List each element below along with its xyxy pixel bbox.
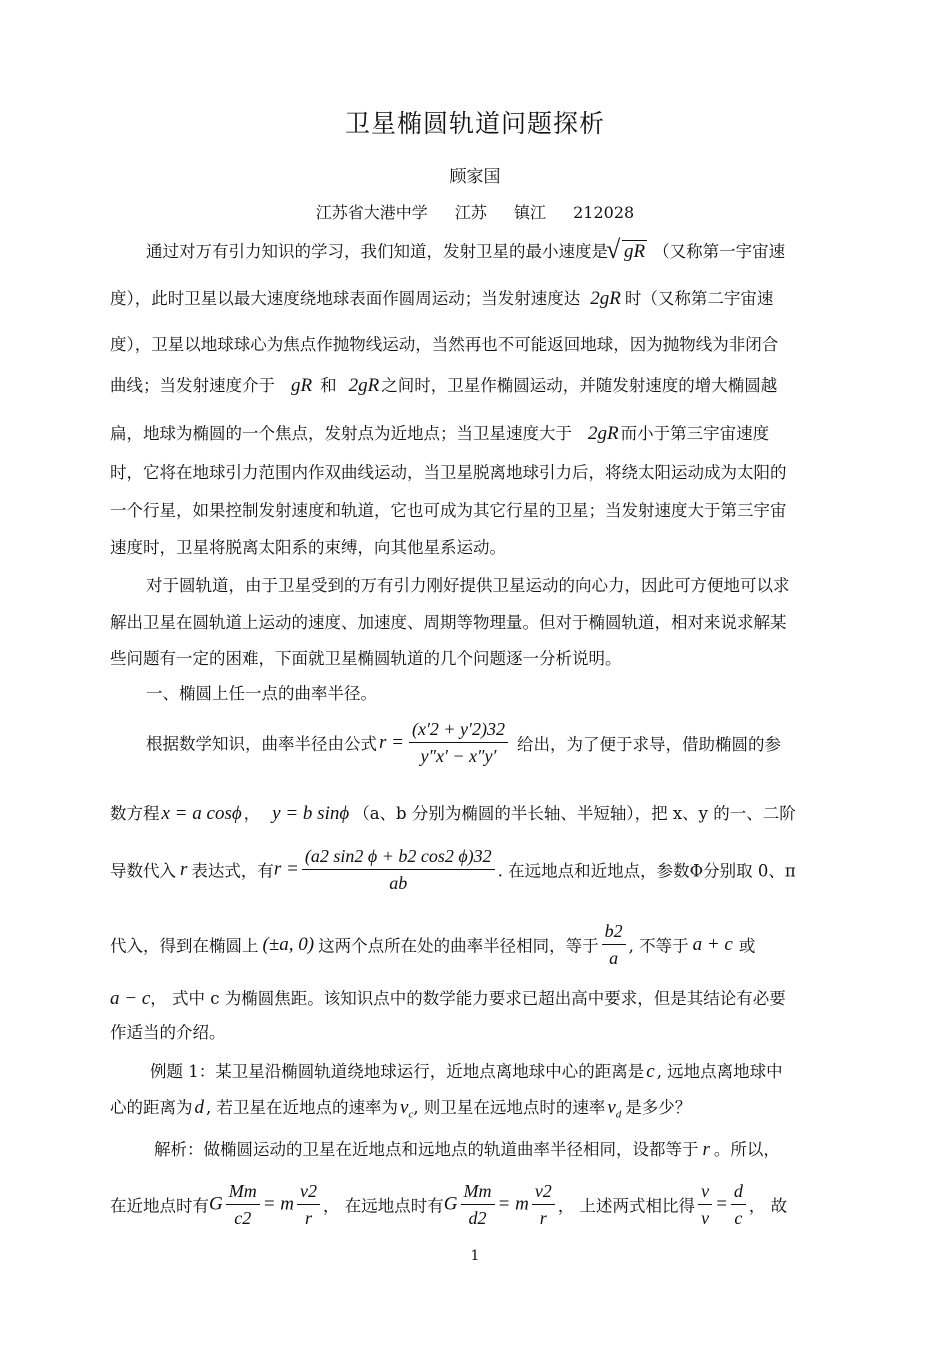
section-heading-1: 一、椭圆上任一点的曲率半径。 <box>146 684 377 703</box>
vc-over-vd: $\frac{v}{v}$ <box>698 1180 712 1229</box>
author-name: 顾家国 <box>449 167 501 187</box>
sqrt-gR: √ gR <box>608 241 647 263</box>
p1-line4: 曲线；当发射速度介于 gR 和 2gR 之间时，卫星作椭圆运动，并随发射速度的增大椭圆越 <box>110 375 778 396</box>
p1-line3: 度），卫星以地球球心为焦点作抛物线运动，当然再也不可能返回地球，因为抛物线为非闭合 <box>110 335 779 354</box>
school-name: 江苏省大港中学 <box>315 203 428 222</box>
page-number: 1 <box>470 1248 480 1264</box>
p3-line1: 根据数学知识，曲率半径由公式 r = $\frac{(x'2 + y'2)32}{y''x' - x''y'}$ 给出，为了便于求导，借助椭圆的参 <box>146 719 781 766</box>
curvature-formula: $\frac{(x'2 + y'2)32}{y''x' - x''y'}$ <box>409 718 508 767</box>
p1-line5: 扁，地球为椭圆的一个焦点，发射点为近地点；当卫星速度大于 2gR 而小于第三宇宙速度 <box>110 423 770 444</box>
p3-line4: 代入，得到在椭圆上 (±a, 0) 这两个点所在处的曲率半径相同，等于 $\frac{b2}{a}$ , 不等于 a + c 或 <box>110 921 756 968</box>
example-1-line2: 心的距离为 d , 若卫星在近地点的速率为 $v_c$, 则卫星在远地点时的速率 $v_d$ 是多少？ <box>110 1097 692 1121</box>
p1-line2: 度），此时卫星以最大速度绕地球表面作圆周运动；当发射速度达 2gR 时（又称第二宇宙速 <box>110 288 774 309</box>
ellipse-curvature-formula: $\frac{(a2 \sin 2 \phi + b2 \cos 2 \phi)32}{ab}$ <box>302 845 495 894</box>
Mm-over-c2: $\frac{Mm}{c2}$ <box>226 1180 260 1229</box>
p3-line5: a − c， 式中 c 为椭圆焦距。该知识点中的数学能力要求已超出高中要求，但是其结论有必要 <box>110 988 786 1009</box>
postal-code: 212028 <box>573 203 635 222</box>
solution-line2: 在近地点时有G $\frac{Mm}{c2}$ = m $\frac{v2}{r}$ ， 在远地点时有G $\frac{Mm}{d2}$ = m $\frac{v2}{r}$ ， 上述两式相比得 $\frac{v}{v}$ = $\frac{d}{c}$ ， 故 <box>110 1181 788 1228</box>
p2-line2: 解出卫星在圆轨道上运动的速度、加速度、周期等物理量。但对于椭圆轨道，相对来说求解某 <box>110 613 787 632</box>
p3-line6: 作适当的介绍。 <box>110 1023 226 1042</box>
p1-line6: 时，它将在地球引力范围内作双曲线运动，当卫星脱离地球引力后，将绕太阳运动成为太阳的 <box>110 463 787 482</box>
d-over-c: $\frac{d}{c}$ <box>731 1180 746 1229</box>
example-1-line1: 例题 1：某卫星沿椭圆轨道绕地球运行，近地点离地球中心的距离是 c , 远地点离地球中 <box>150 1061 783 1082</box>
solution-line1: 解析：做椭圆运动的卫星在近地点和远地点的轨道曲率半径相同，设都等于 r 。所以， <box>154 1139 780 1160</box>
p2-line1: 对于圆轨道，由于卫星受到的万有引力刚好提供卫星运动的向心力，因此可方便地可以求 <box>146 576 790 595</box>
v2-over-r-1: $\frac{v2}{r}$ <box>297 1180 320 1229</box>
p2-line3: 些问题有一定的困难，下面就卫星椭圆轨道的几个问题逐一分析说明。 <box>110 649 622 668</box>
p3-line2: 数方程 x = a cosϕ ， y = b sinϕ （a、b 分别为椭圆的半长轴、半短轴），把 x、y 的一、二阶 <box>110 803 796 824</box>
v2-over-r-2: $\frac{v2}{r}$ <box>532 1180 555 1229</box>
p1-line7: 一个行星，如果控制发射速度和轨道，它也可成为其它行星的卫星；当发射速度大于第三宇宙 <box>110 501 787 520</box>
affiliation <box>0 200 950 223</box>
p1-line8: 速度时，卫星将脱离太阳系的束缚，向其他星系运动。 <box>110 538 506 557</box>
Mm-over-d2: $\frac{Mm}{d2}$ <box>461 1180 495 1229</box>
province-name: 江苏 <box>454 203 487 222</box>
p3-line3: 导数代入 r 表达式，有r = $\frac{(a2 \sin 2 \phi + b2 \cos 2 \phi)32}{ab}$ . 在远地点和近地点，参数Φ分别取 0、π <box>110 846 796 893</box>
p1-line1: 通过对万有引力知识的学习，我们知道，发射卫星的最小速度是√ gR （又称第一宇宙速 <box>146 238 860 263</box>
b2-over-a: $\frac{b2}{a}$ <box>602 920 626 969</box>
city-name: 镇江 <box>514 203 547 222</box>
page-title: 卫星椭圆轨道问题探析 <box>344 109 605 138</box>
